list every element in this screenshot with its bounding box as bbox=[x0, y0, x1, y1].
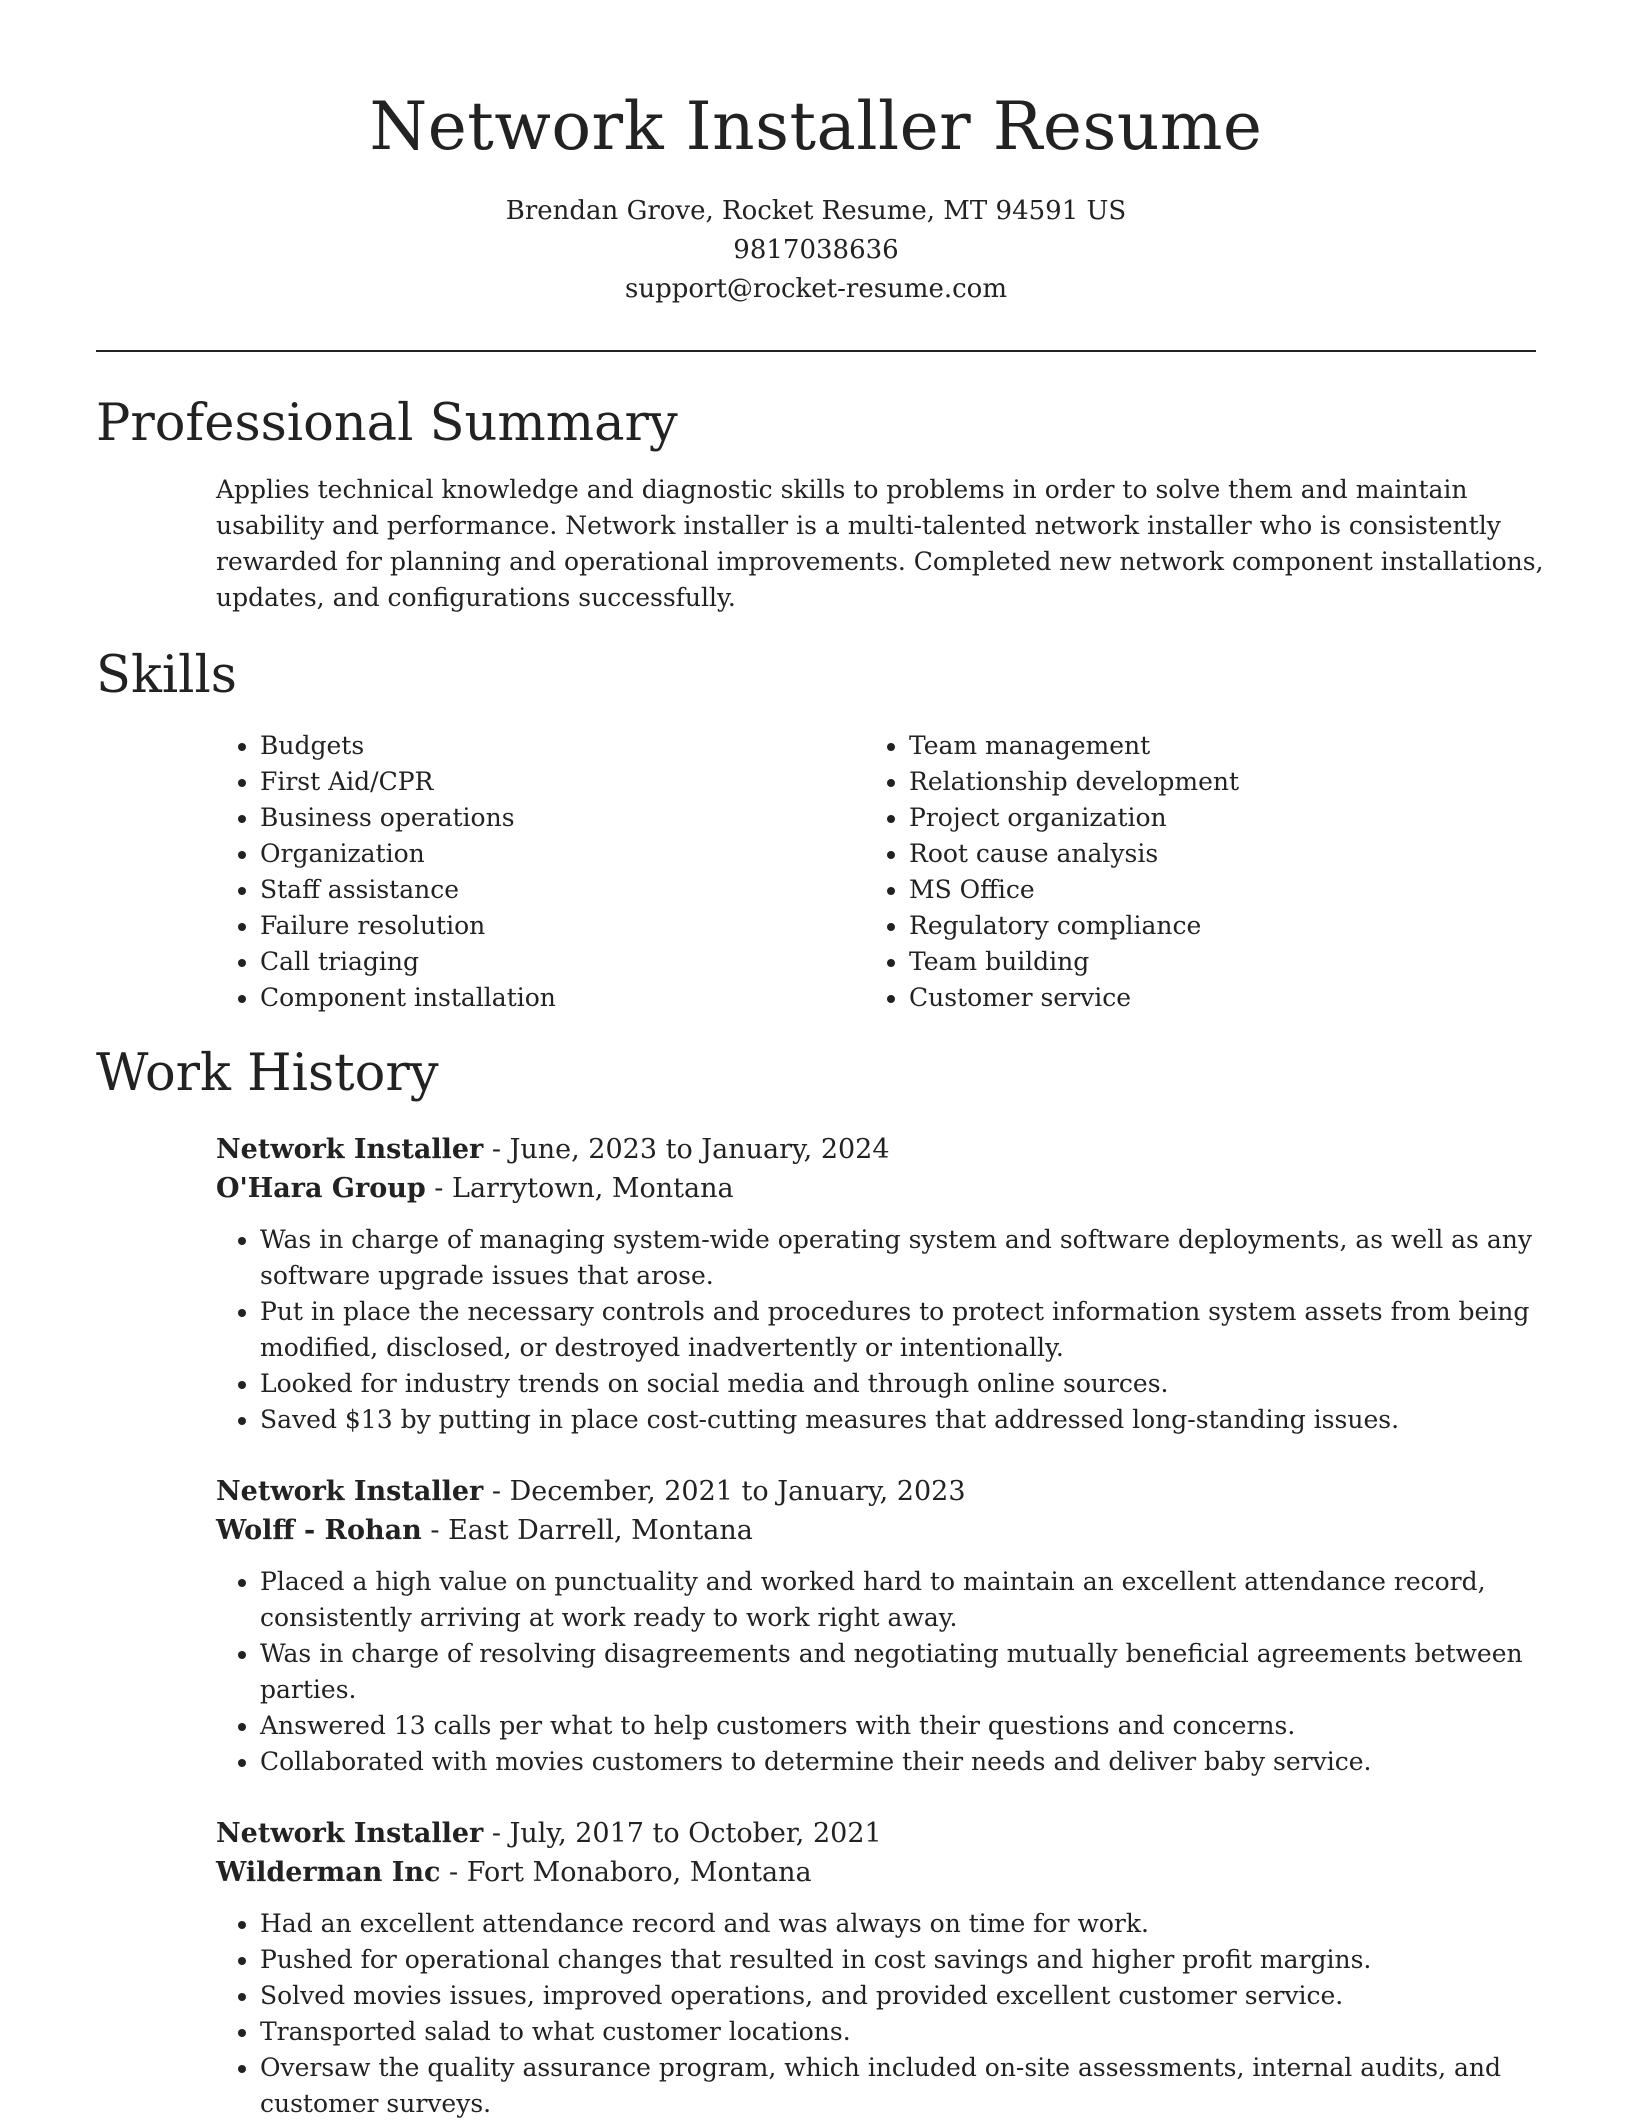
skill-item: • Root cause analysis bbox=[909, 836, 1514, 872]
job-location: East Darrell, Montana bbox=[448, 1515, 753, 1546]
skill-item: • MS Office bbox=[909, 872, 1514, 908]
job-separator: - bbox=[421, 1515, 449, 1546]
skill-item: • Business operations bbox=[260, 800, 865, 836]
summary-text: Applies technical knowledge and diagnostic skills to problems in order to solve them and maintain usability and performance. Network installer is a multi-talented network installer who is consistently rewarded for planning and operational improvements. Completed new network component installations, updates, and configurations successfully. bbox=[216, 475, 1544, 612]
skill-item: • Call triaging bbox=[260, 944, 865, 980]
skill-item: • Regulatory compliance bbox=[909, 908, 1514, 944]
contact-email: support@rocket-resume.com bbox=[624, 274, 1007, 304]
job-company: Wolff - Rohan bbox=[216, 1515, 422, 1546]
job-location: Larrytown, Montana bbox=[452, 1173, 734, 1204]
job-company: O'Hara Group bbox=[216, 1173, 426, 1204]
work-history-section bbox=[96, 1042, 1536, 2122]
job-bullet: • Was in charge of resolving disagreements and negotiating mutually beneficial agreements between parties. bbox=[260, 1636, 1560, 1708]
skill-item: • First Aid/CPR bbox=[260, 764, 865, 800]
job-bullet: • Pushed for operational changes that resulted in cost savings and higher profit margins. bbox=[260, 1942, 1560, 1978]
skill-item: • Customer service bbox=[909, 980, 1514, 1016]
job-separator: - bbox=[440, 1857, 467, 1888]
summary-heading: Professional Summary bbox=[96, 394, 678, 453]
job-bullet: • Oversaw the quality assurance program, which included on-site assessments, internal audits, and customer surveys. bbox=[260, 2050, 1560, 2122]
job-separator: - bbox=[483, 1818, 510, 1849]
job-bullet: • Transported salad to what customer locations. bbox=[260, 2014, 1560, 2050]
skill-item: • Budgets bbox=[260, 728, 865, 764]
job-bullet: • Collaborated with movies customers to determine their needs and deliver baby service. bbox=[260, 1744, 1560, 1780]
job-bullet: • Solved movies issues, improved operations, and provided excellent customer service. bbox=[260, 1978, 1560, 2014]
contact-phone: 9817038636 bbox=[733, 235, 899, 265]
skill-item: • Team building bbox=[909, 944, 1514, 980]
skills-section bbox=[96, 644, 1536, 1016]
job-entry bbox=[216, 1814, 1536, 2122]
job-company-line bbox=[216, 1853, 1536, 1892]
job-bullet: • Was in charge of managing system-wide operating system and software deployments, as well as any software upgrade issues that arose. bbox=[260, 1222, 1560, 1294]
job-bullet: • Answered 13 calls per what to help customers with their questions and concerns. bbox=[260, 1708, 1560, 1744]
job-bullet: • Saved $13 by putting in place cost-cutting measures that addressed long-standing issues. bbox=[260, 1402, 1560, 1438]
job-separator: - bbox=[425, 1173, 453, 1204]
job-entry bbox=[216, 1472, 1536, 1780]
contact-info bbox=[96, 192, 1536, 309]
skill-item: • Relationship development bbox=[909, 764, 1514, 800]
skill-item: • Staff assistance bbox=[260, 872, 865, 908]
job-bullet: • Put in place the necessary controls and procedures to protect information system assets from being modified, disclosed, or destroyed inadvertently or intentionally. bbox=[260, 1294, 1560, 1366]
job-separator: - bbox=[483, 1476, 510, 1507]
job-bullets bbox=[216, 1564, 1560, 1780]
resume-title: Network Installer Resume bbox=[369, 88, 1263, 165]
job-title-line bbox=[216, 1472, 1536, 1511]
contact-address: Brendan Grove, Rocket Resume, MT 94591 US bbox=[505, 196, 1127, 226]
skills-left-column bbox=[216, 728, 865, 1016]
job-title-line bbox=[216, 1814, 1536, 1853]
job-title: Network Installer bbox=[216, 1134, 484, 1165]
job-location: Fort Monaboro, Montana bbox=[466, 1857, 812, 1888]
job-title-line bbox=[216, 1130, 1536, 1169]
skills-right-column bbox=[865, 728, 1514, 1016]
job-bullet: • Placed a high value on punctuality and worked hard to maintain an excellent attendance record, consistently arriving at work ready to work right away. bbox=[260, 1564, 1560, 1636]
skill-item: • Organization bbox=[260, 836, 865, 872]
job-title: Network Installer bbox=[216, 1476, 484, 1507]
skill-item: • Team management bbox=[909, 728, 1514, 764]
job-bullet: • Had an excellent attendance record and was always on time for work. bbox=[260, 1906, 1560, 1942]
job-company-line bbox=[216, 1511, 1536, 1550]
job-bullet: • Looked for industry trends on social media and through online sources. bbox=[260, 1366, 1560, 1402]
job-bullets bbox=[216, 1906, 1560, 2122]
summary-section bbox=[96, 392, 1544, 616]
skill-item: • Project organization bbox=[909, 800, 1514, 836]
job-dates: July, 2017 to October, 2021 bbox=[509, 1818, 882, 1849]
job-company-line bbox=[216, 1169, 1536, 1208]
skill-item: • Failure resolution bbox=[260, 908, 865, 944]
job-dates: December, 2021 to January, 2023 bbox=[509, 1476, 966, 1507]
work-history-heading: Work History bbox=[96, 1044, 439, 1103]
skills-heading: Skills bbox=[96, 646, 237, 705]
resume-header bbox=[96, 0, 1536, 309]
job-title: Network Installer bbox=[216, 1818, 484, 1849]
job-separator: - bbox=[483, 1134, 510, 1165]
header-divider bbox=[96, 350, 1536, 352]
job-bullets bbox=[216, 1222, 1560, 1438]
skills-grid bbox=[216, 728, 1536, 1016]
job-entry bbox=[216, 1130, 1536, 1438]
job-dates: June, 2023 to January, 2024 bbox=[509, 1134, 890, 1165]
skill-item: • Component installation bbox=[260, 980, 865, 1016]
job-company: Wilderman Inc bbox=[216, 1857, 441, 1888]
